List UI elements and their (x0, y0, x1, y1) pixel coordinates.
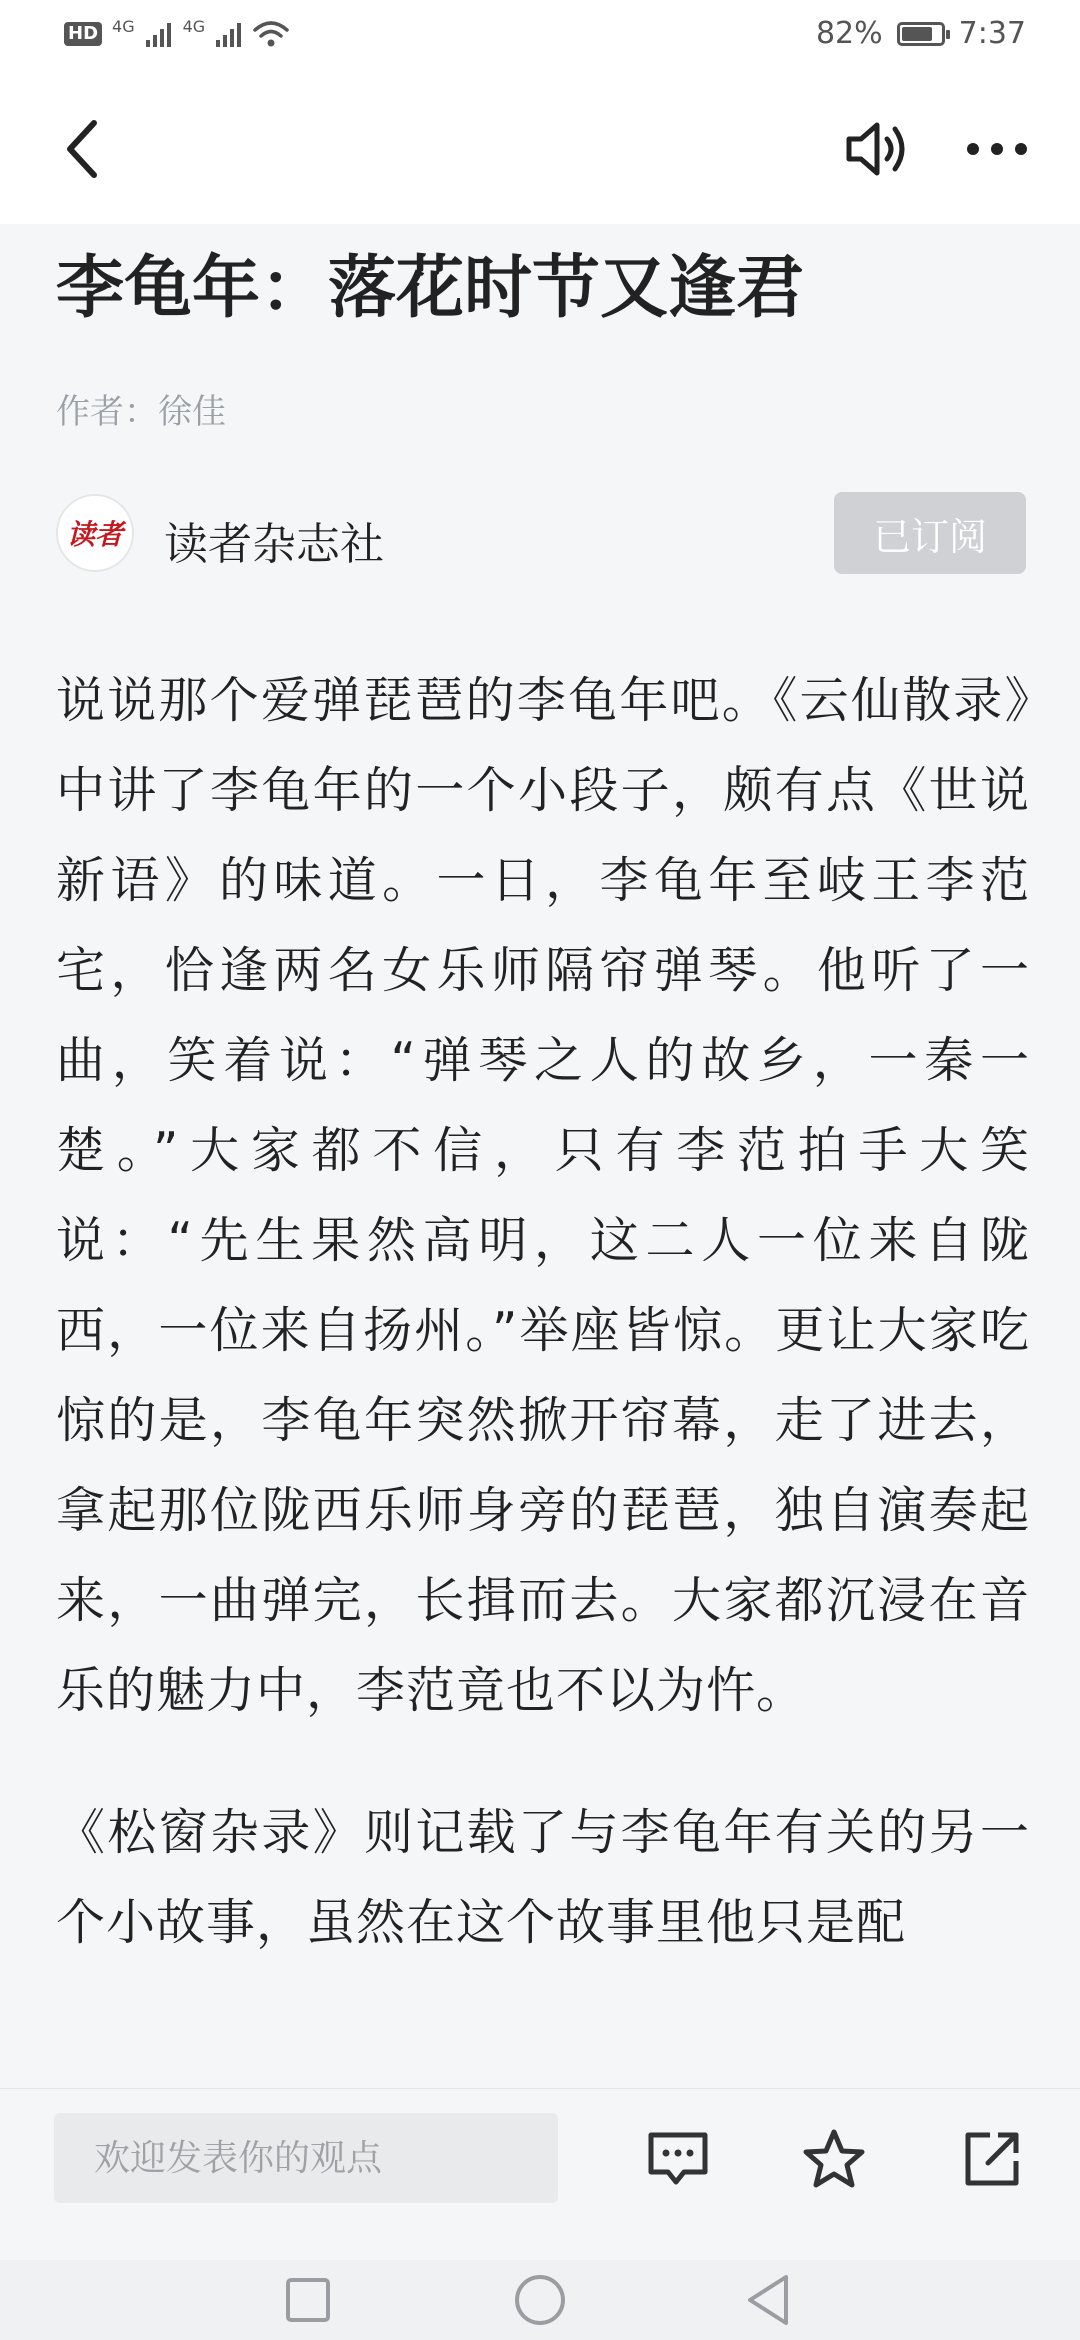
publisher-logo-text: 读者 (66, 518, 123, 551)
clock: 7:37 (958, 16, 1026, 51)
more-icon (965, 141, 1029, 157)
signal-icon (145, 20, 173, 48)
publisher-name[interactable]: 读者杂志社 (164, 519, 384, 570)
article-title: 李龟年：落花时节又逢君 (56, 248, 805, 328)
share-button[interactable] (952, 2121, 1032, 2197)
speaker-icon (843, 119, 909, 179)
status-right (816, 16, 1026, 51)
bottom-action-bar (0, 2088, 1080, 2261)
recent-apps-icon (284, 2276, 332, 2324)
comment-input[interactable] (54, 2113, 558, 2203)
share-icon (962, 2129, 1022, 2189)
publisher-logo[interactable] (56, 494, 134, 572)
network-type-label: 4G (182, 16, 206, 36)
home-button[interactable] (500, 2260, 580, 2340)
back-button[interactable] (52, 114, 112, 184)
battery-icon (897, 22, 945, 46)
home-icon (513, 2273, 567, 2327)
wifi-icon (253, 20, 289, 48)
favorite-button[interactable] (794, 2121, 874, 2197)
hd-icon: HD (64, 22, 102, 46)
subscribed-button[interactable]: 已订阅 (834, 492, 1026, 574)
status-bar (0, 0, 1080, 74)
system-back-button[interactable] (728, 2260, 808, 2340)
battery-percent: 82% (815, 16, 883, 51)
article-author: 作者：徐佳 (56, 392, 226, 432)
battery-level (902, 27, 932, 41)
article-body (56, 656, 1030, 2020)
article-paragraph: 说说那个爱弹琵琶的李龟年吧。《云仙散录》中讲了李龟年的一个小段子，颇有点《世说新语》的味道。一日，李龟年至岐王李范宅，恰逢两名女乐师隔帘弹琴。他听了一曲，笑着说：“弹琴之人的故乡，一秦一楚。”大家都不信，只有李范拍手大笑说：“先生果然高明，这二人一位来自陇西，一位来自扬州。”举座皆惊。更让大家吃惊的是，李龟年突然掀开帘幕，走了进去，拿起那位陇西乐师身旁的琵琶，独自演奏起来，一曲弹完，长揖而去。大家都沉浸在音乐的魅力中，李范竟也不以为忤。 (56, 672, 1030, 1719)
comments-icon (646, 2130, 710, 2188)
recent-apps-button[interactable] (268, 2260, 348, 2340)
comments-button[interactable] (638, 2121, 718, 2197)
article-paragraph: 《松窗杂录》则记载了与李龟年有关的另一个小故事，虽然在这个故事里他只是配 (56, 1804, 1030, 1951)
star-icon (802, 2128, 866, 2190)
publisher-row (56, 492, 1026, 576)
back-icon (62, 119, 102, 179)
status-left (64, 16, 289, 48)
more-button[interactable] (962, 114, 1032, 184)
network-type-label: 4G (112, 16, 135, 36)
read-aloud-button[interactable] (836, 114, 916, 184)
signal-icon (215, 20, 243, 48)
back-triangle-icon (744, 2273, 792, 2327)
top-nav-bar (0, 74, 1080, 224)
